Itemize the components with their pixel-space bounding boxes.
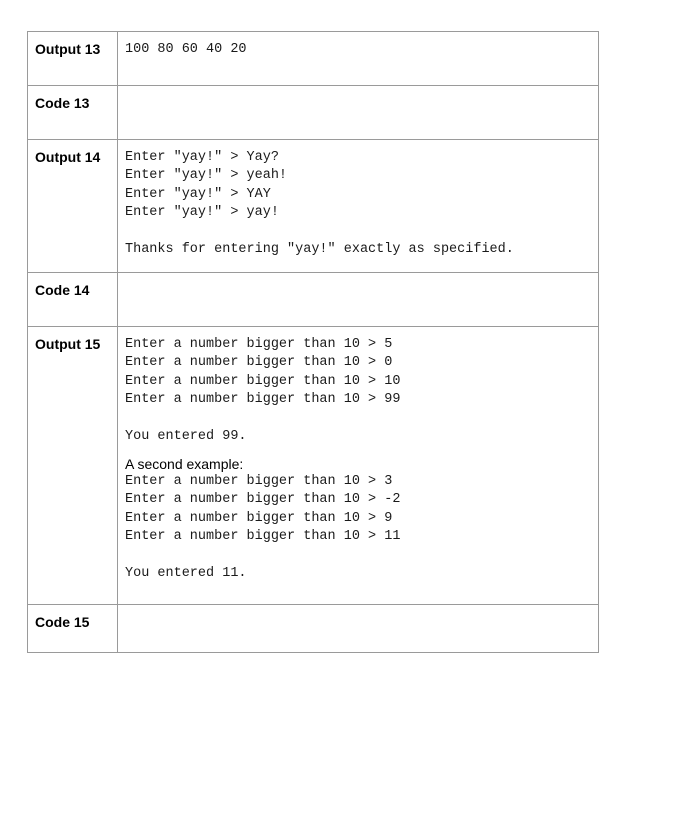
blank-line bbox=[125, 547, 598, 565]
output-line: Enter a number bigger than 10 > -2 bbox=[125, 492, 401, 508]
output-15-row bbox=[28, 327, 599, 605]
output-14-content bbox=[118, 140, 599, 273]
code-15-row bbox=[28, 605, 599, 653]
second-example-heading: A second example: bbox=[125, 456, 244, 473]
code-15-answer-area[interactable] bbox=[118, 605, 599, 653]
output-line: Enter "yay!" > yeah! bbox=[125, 168, 288, 184]
output-line: Enter a number bigger than 10 > 9 bbox=[125, 510, 393, 526]
output-line: Enter a number bigger than 10 > 11 bbox=[125, 529, 401, 545]
output-15-content bbox=[118, 327, 599, 605]
code-13-row bbox=[28, 86, 599, 140]
worksheet-table bbox=[27, 31, 599, 653]
output-14-row bbox=[28, 140, 599, 273]
code-13-label: Code 13 bbox=[28, 86, 118, 140]
code-14-row bbox=[28, 273, 599, 327]
output-line: Enter "yay!" > yay! bbox=[125, 205, 279, 221]
output-14-label: Output 14 bbox=[28, 140, 118, 273]
code-13-answer-area[interactable] bbox=[118, 86, 599, 140]
blank-line bbox=[125, 446, 598, 456]
output-13-label: Output 13 bbox=[28, 32, 118, 86]
output-line: Enter "yay!" > YAY bbox=[125, 186, 271, 202]
code-14-label: Code 14 bbox=[28, 273, 118, 327]
output-line: Enter a number bigger than 10 > 5 bbox=[125, 337, 393, 352]
output-line: Enter a number bigger than 10 > 0 bbox=[125, 355, 393, 371]
blank-line bbox=[125, 410, 598, 428]
output-13-row bbox=[28, 32, 599, 86]
code-14-answer-area[interactable] bbox=[118, 273, 599, 327]
output-line: Enter a number bigger than 10 > 10 bbox=[125, 373, 401, 389]
output-15-label: Output 15 bbox=[28, 327, 118, 605]
output-line: Enter a number bigger than 10 > 3 bbox=[125, 474, 393, 490]
output-13-content bbox=[118, 32, 599, 86]
blank-line bbox=[125, 223, 598, 241]
output-line: 100 80 60 40 20 bbox=[125, 42, 247, 57]
output-line: Enter "yay!" > Yay? bbox=[125, 150, 279, 165]
output-result-line: You entered 99. bbox=[125, 428, 247, 444]
output-line: Enter a number bigger than 10 > 99 bbox=[125, 392, 401, 408]
output-result-line: You entered 11. bbox=[125, 565, 247, 581]
output-closing-line: Thanks for entering "yay!" exactly as specified. bbox=[125, 241, 514, 257]
code-15-label: Code 15 bbox=[28, 605, 118, 653]
